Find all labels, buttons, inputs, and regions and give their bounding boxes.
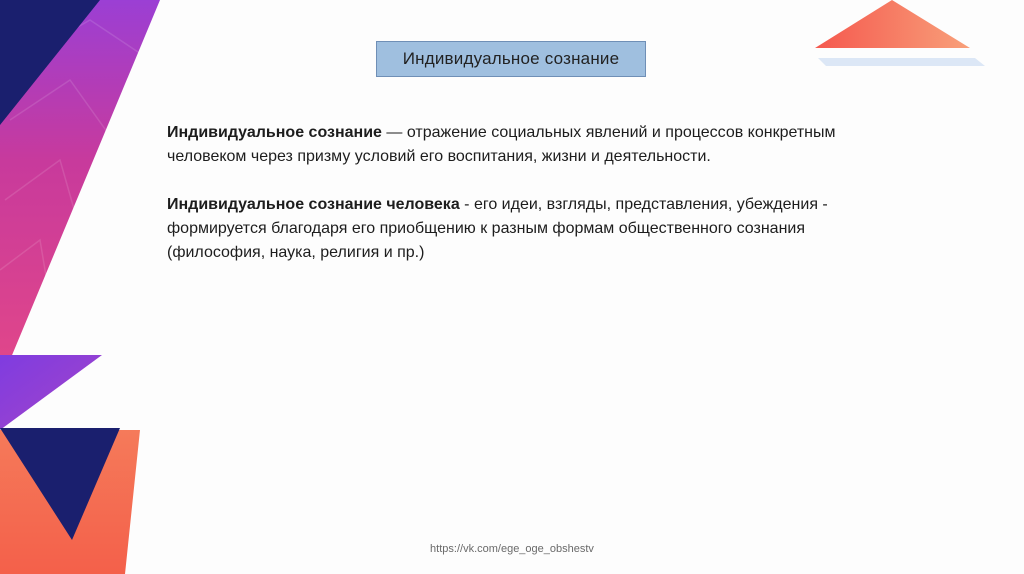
purple-band-shape xyxy=(0,355,102,430)
slide-title-box xyxy=(376,41,646,77)
definition-term-2: Индивидуальное сознание человека xyxy=(167,196,460,213)
slide-content xyxy=(167,121,887,265)
footer-link[interactable]: https://vk.com/ege_oge_obshestv xyxy=(430,543,594,555)
definition-paragraph-2 xyxy=(167,193,887,265)
definition-text-1: — отражение социальных явлений и процессов конкретным человеком через призму условий его воспитания, жизни и деятельности. xyxy=(167,124,836,165)
definition-term-1: Индивидуальное сознание xyxy=(167,124,382,141)
coral-top-triangle xyxy=(815,0,970,48)
slide-title: Индивидуальное сознание xyxy=(402,49,620,68)
coral-top-shadow xyxy=(818,58,985,66)
definition-text-2: - его идеи, взгляды, представления, убеждения - формируется благодаря его приобщению к разным формам общественного сознания (философия, наука, религия и пр.) xyxy=(167,196,828,261)
definition-paragraph-1 xyxy=(167,121,887,169)
